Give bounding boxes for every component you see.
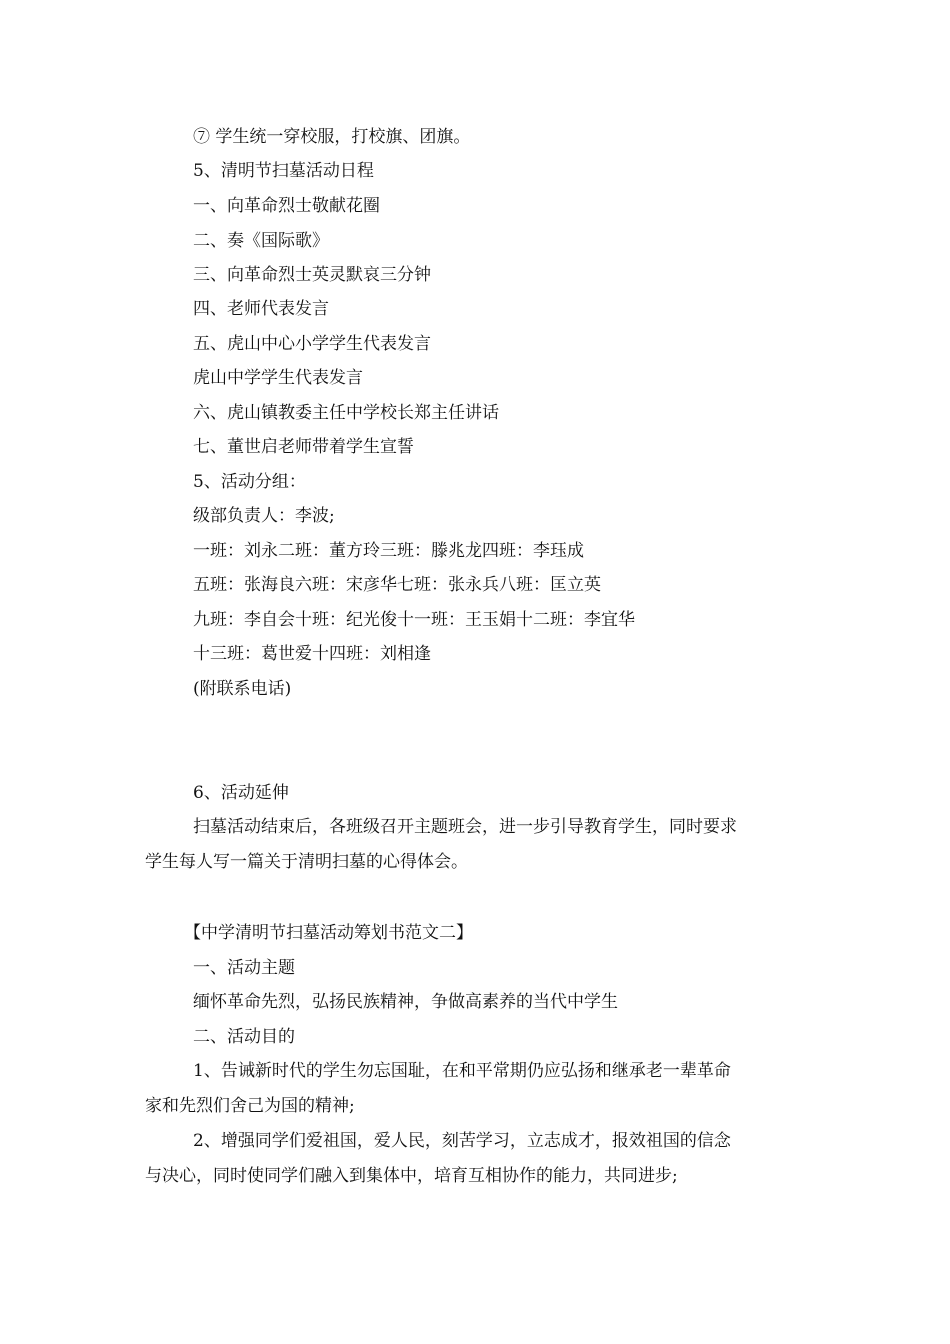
text-line: 四、老师代表发言 [193, 299, 329, 319]
text-line: 虎山中学学生代表发言 [193, 368, 363, 388]
text-line: 5、清明节扫墓活动日程 [193, 161, 374, 181]
text-line: 五班：张海良六班：宋彦华七班：张永兵八班：匡立英 [193, 575, 601, 595]
text-line: 一、向革命烈士敬献花圈 [193, 196, 380, 216]
text-line: 七、董世启老师带着学生宣誓 [193, 437, 414, 457]
text-line: 5、活动分组： [193, 472, 306, 492]
text-line: 九班：李自会十班：纪光俊十一班：王玉娟十二班：李宜华 [193, 610, 635, 630]
text-line: 五、虎山中心小学学生代表发言 [193, 334, 431, 354]
text-line: 三、向革命烈士英灵默哀三分钟 [193, 265, 431, 285]
text-line: 二、奏《国际歌》 [193, 231, 329, 251]
text-line: ⑦ 学生统一穿校服，打校旗、团旗。 [193, 127, 471, 147]
sample-title: 【中学清明节扫墓活动筹划书范文二】 [184, 923, 473, 943]
text-line: 级部负责人：李波; [193, 506, 335, 526]
paragraph-line: 家和先烈们舍己为国的精神; [145, 1096, 355, 1116]
text-line: (附联系电话) [193, 679, 292, 699]
paragraph-line: 缅怀革命先烈，弘扬民族精神，争做高素养的当代中学生 [193, 992, 618, 1012]
paragraph-line: 1、告诫新时代的学生勿忘国耻，在和平常期仍应弘扬和继承老一辈革命 [193, 1061, 731, 1081]
section-heading: 6、活动延伸 [193, 783, 289, 803]
text-line: 十三班：葛世爱十四班：刘相逢 [193, 644, 431, 664]
text-line: 一班：刘永二班：董方玲三班：滕兆龙四班：李珏成 [193, 541, 584, 561]
paragraph-line: 扫墓活动结束后，各班级召开主题班会，进一步引导教育学生，同时要求 [193, 817, 737, 837]
paragraph-line: 学生每人写一篇关于清明扫墓的心得体会。 [145, 852, 468, 872]
section-heading: 一、活动主题 [193, 958, 295, 978]
section-heading: 二、活动目的 [193, 1027, 295, 1047]
text-line: 六、虎山镇教委主任中学校长郑主任讲话 [193, 403, 499, 423]
paragraph-line: 2、增强同学们爱祖国，爱人民，刻苦学习，立志成才，报效祖国的信念 [193, 1131, 731, 1151]
paragraph-line: 与决心，同时使同学们融入到集体中，培育互相协作的能力，共同进步; [145, 1166, 678, 1186]
